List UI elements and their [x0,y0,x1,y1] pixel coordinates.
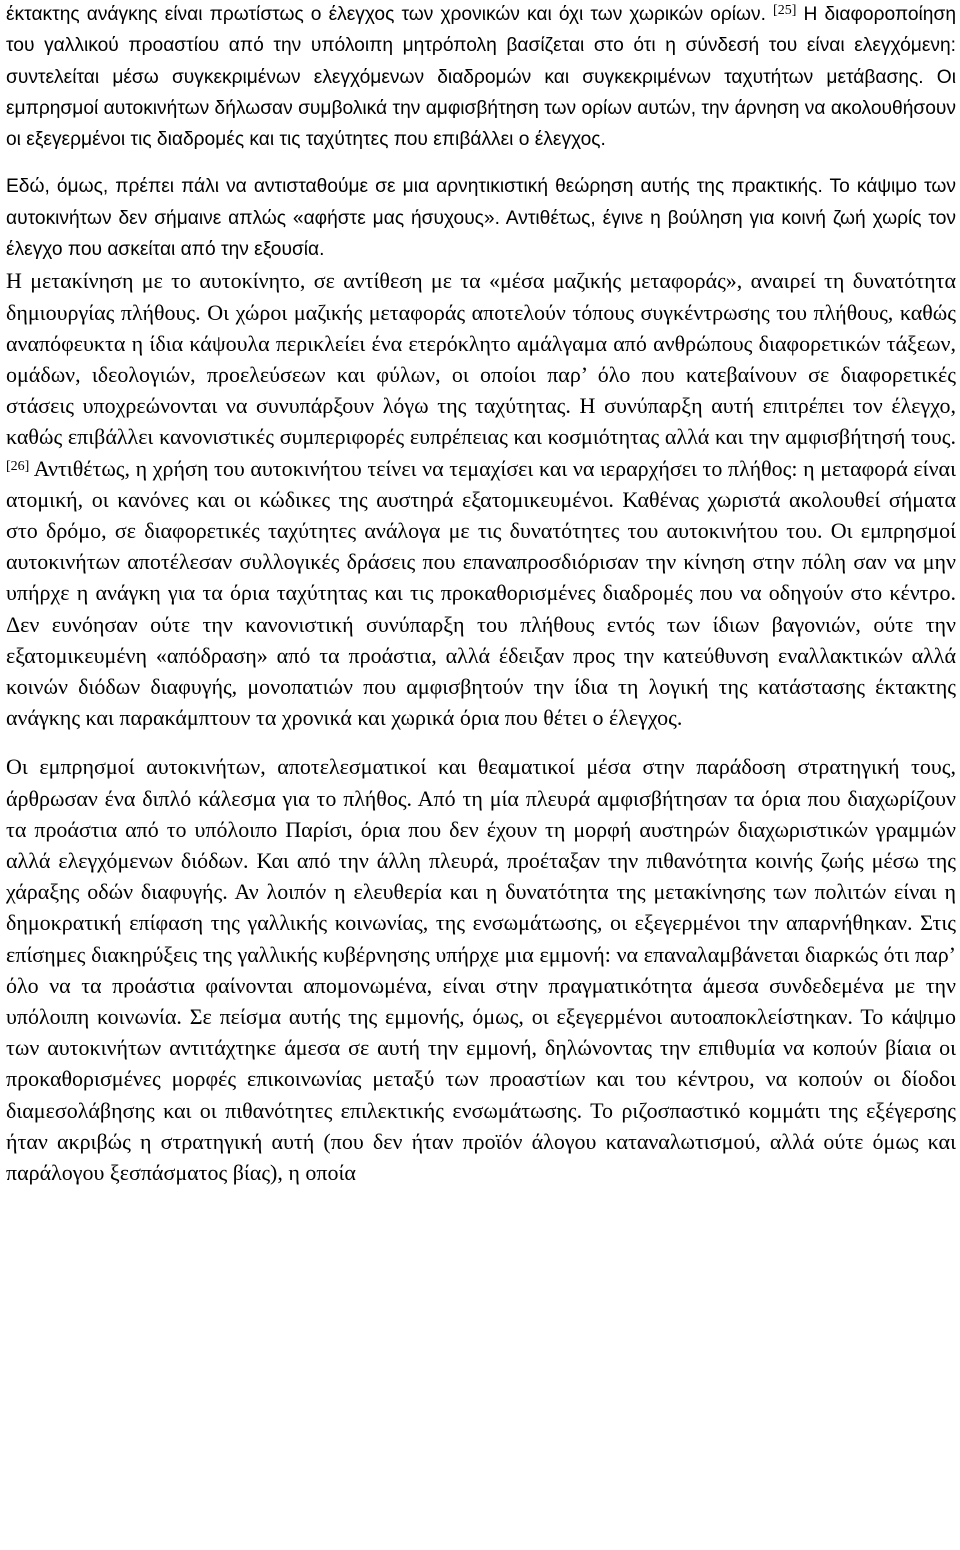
text-segment: Η μετακίνηση με το αυτοκίνητο, σε αντίθεση με τα «μέσα μαζικής μεταφοράς», αναιρεί τη δυνατότητα δημιουργίας πλήθους. Οι χώροι μαζικής μεταφοράς αποτελούν τόπους συγκέντρωσης του πλήθους, καθώς αναπόφευκτα η ίδια κάψουλα περικλείει ένα ετερόκλητο αμάλγαμα από ανθρώπους διαφορετικών τάξεων, ομάδων, ιδεολογιών, προελεύσεων και φύλων, οι οποίοι παρ’ όλο που κατεβαίνουν σε διαφορετικές στάσεις υποχρεώνονται να συνυπάρξουν λόγω της ταχύτητας. Η συνύπαρξη αυτή επιτρέπει τον έλεγχο, καθώς επιβάλλει κανονιστικές συμπεριφορές ευπρέπειας και κοσμιότητας αλλά και την αμφισβήτησή τους. [6,268,956,450]
text-segment: Εδώ, όμως, πρέπει πάλι να αντισταθούμε σε μια αρνητικιστική θεώρηση αυτής της πρακτικής. Το κάψιμο των αυτοκινήτων δεν σήμαινε απλώς «αφήστε μας ήσυχους». Αντιθέτως, έγινε η βούληση για κοινή ζωή χωρίς τον έλεγχο που ασκείται από την εξουσία. [6,176,956,261]
text-segment: Αντιθέτως, η χρήση του αυτοκινήτου τείνει να τεμαχίσει και να ιεραρχήσει το πλήθος: η μεταφορά είναι ατομική, οι κανόνες και οι κώδικες της αυστηρά εξατομικευμένοι. Καθένας χωριστά ακολουθεί σήματα στο δρόμο, σε διαφορετικές ταχύτητες ανάλογα με τις δυνατότητες του αυτοκινήτου του. Οι εμπρησμοί αυτοκινήτων αποτέλεσαν συλλογικές δράσεις που επαναπροσδιόρισαν την κίνηση στην πόλη σαν να μην υπήρχε η ανάγκη για τα όρια ταχύτητας και τις προκαθορισμένες διαδρομές που να οδηγούν στο κέντρο. Δεν ευνόησαν ούτε την κανονιστική συνύπαρξη του πλήθους εντός των ίδιων βαγονιών, ούτε την εξατομικευμένη «απόδραση» από τα προάστια, αλλά έδειξαν προς την κατεύθυνση εναλλακτικών αλλά κοινών διόδων διαφυγής, μονοπατιών που αμφισβητούν την ίδια τη λογική της κατάστασης έκτακτης ανάγκης και παρακάμπτουν τα χρονικά και χωρικά όρια που θέτει ο έλεγχος. [6,455,956,731]
text-segment: Οι εμπρησμοί αυτοκινήτων, αποτελεσματικοί και θεαματικοί μέσα στην παράδοση στρατηγική τους, άρθρωσαν ένα διπλό κάλεσμα για το πλήθος. Από τη μία πλευρά αμφισβήτησαν τα όρια που διαχωρίζουν τα προάστια από το υπόλοιπο Παρίσι, όρια που δεν έχουν τη μορφή αυστηρών διαχωριστικών γραμμών αλλά ελεγχόμενων διόδων. Και από την άλλη πλευρά, προέταξαν την πιθανότητα κοινής ζωής μέσω της χάραξης οδών διαφυγής. Αν λοιπόν η ελευθερία και η δυνατότητα της μετακίνησης των πολιτών είναι η δημοκρατική επίφαση της γαλλικής κοινωνίας, της ενσωμάτωσης, οι εξεγερμένοι την απαρνήθηκαν. Στις επίσημες διακηρύξεις της γαλλικής κυβέρνησης υπήρχε μια εμμονή: να επαναλαμβάνεται διαρκώς ότι παρ’ όλο να τα προάστια φαίνονται απομονωμένα, είναι στην πραγματικότητα άμεσα συνδεδεμένα με την υπόλοιπη κοινωνία. Σε πείσμα αυτής της εμμονής, όμως, οι εξεγερμένοι αυτοαποκλείστηκαν. Το κάψιμο των αυτοκινήτων αντιτάχτηκε άμεσα σε αυτή την εμμονή, δηλώνοντας την επιθυμία να κοπούν βίαια οι προκαθορισμένες μορφές επικοινωνίας μεταξύ των προαστίων και του κέντρου, να κοπούν οι δίοδοι διαμεσολάβησης και οι πιθανότητες επιλεκτικής ενσωμάτωσης. Το ριζοσπαστικό κομμάτι της εξέγερσης ήταν ακριβώς η στρατηγική αυτή (που δεν ήταν προϊόν άλογου καταναλωτισμού, αλλά ούτε όμως και παράλογου ξεσπάσματος βίας), η οποία [6,754,956,1186]
text-segment: έκτακτης ανάγκης είναι πρωτίστως ο έλεγχος των χρονικών και όχι των χωρικών ορίων. [6,4,774,25]
paragraph [6,171,956,265]
text-segment: Η διαφοροποίηση του γαλλικού προαστίου από την υπόλοιπη μητρόπολη βασίζεται στο ότι η σύνδεσή του είναι ελεγχόμενη: συντελείται μέσω συγκεκριμένων ελεγχόμενων διαδρομών και συγκεκριμένων ταχυτήτων μετάβασης. Οι εμπρησμοί αυτοκινήτων δήλωσαν συμβολικά την αμφισβήτηση των ορίων αυτών, την άρνηση να ακολουθήσουν οι εξεγερμένοι τις διαδρομές και τις ταχύτητες που επιβάλλει ο έλεγχος. [6,4,956,151]
paragraph [6,751,956,1188]
paragraph [6,0,956,155]
footnote-reference: [26] [6,458,30,474]
paragraph [6,265,956,733]
footnote-reference: [25] [773,3,797,18]
document-page [6,0,956,1188]
